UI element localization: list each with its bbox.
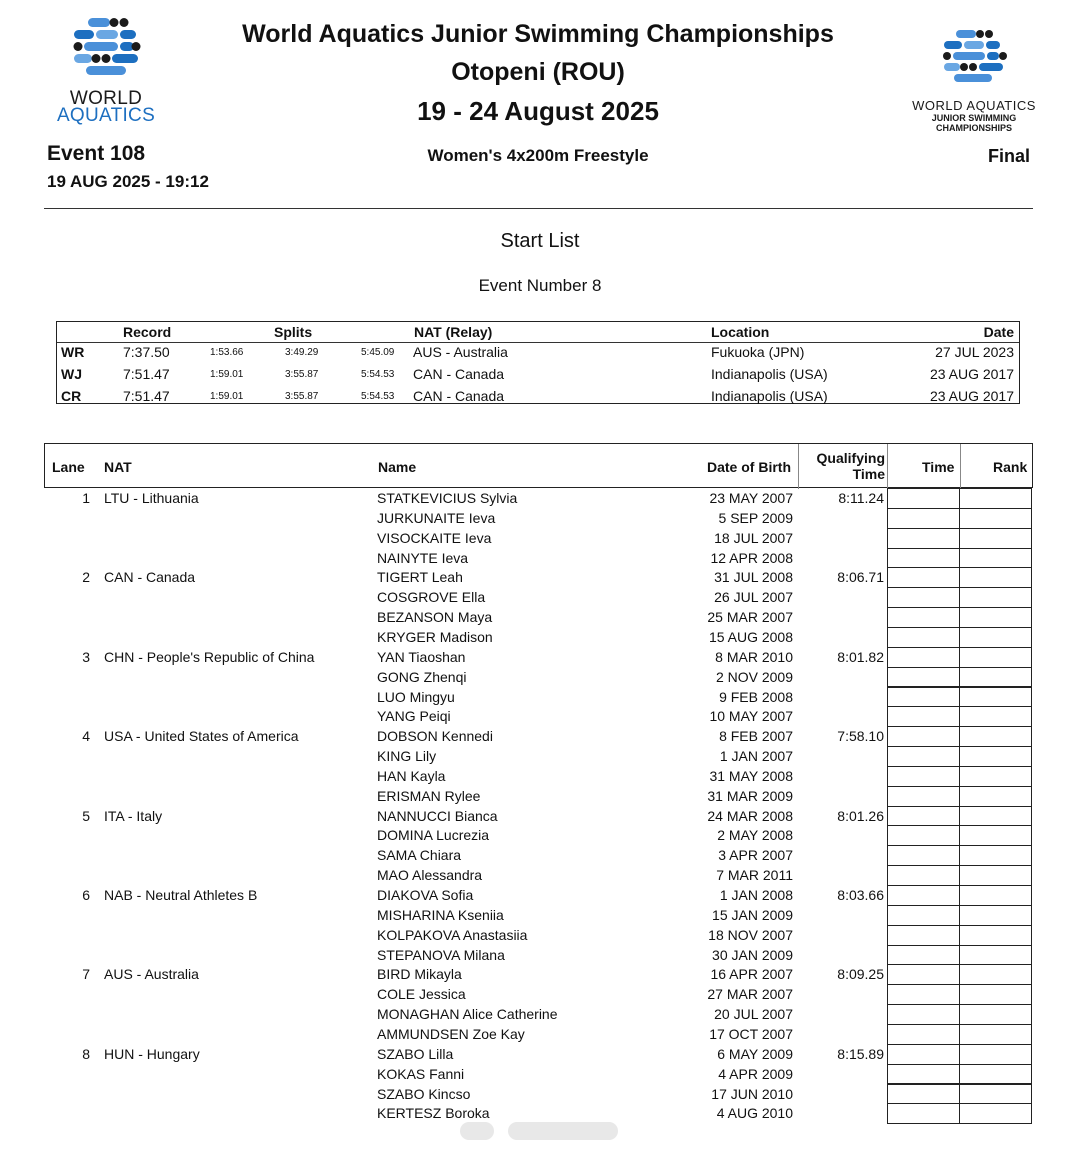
rank-box — [959, 1103, 1032, 1124]
athlete-row — [44, 550, 1033, 570]
rank-box — [959, 1084, 1032, 1105]
athlete-row — [44, 768, 1033, 788]
lane-number: 5 — [82, 807, 90, 824]
athlete-name: KRYGER Madison — [377, 628, 493, 645]
rank-box — [959, 706, 1032, 727]
time-box — [887, 806, 960, 827]
athlete-dob: 8 MAR 2010 — [715, 648, 793, 665]
header-divider-time — [960, 444, 961, 489]
rank-box — [959, 845, 1032, 866]
event-round: Final — [987, 146, 1030, 166]
records-header-nat: NAT (Relay) — [414, 324, 493, 340]
time-box — [887, 1064, 960, 1085]
athlete-row — [44, 589, 1033, 609]
time-box — [887, 1044, 960, 1065]
header-lane: Lane — [52, 459, 85, 475]
time-box — [887, 726, 960, 747]
athlete-row — [44, 887, 1033, 907]
records-header-location: Location — [711, 324, 770, 340]
athlete-dob: 1 JAN 2008 — [719, 887, 793, 903]
rank-box — [959, 528, 1032, 549]
athlete-row — [44, 986, 1033, 1006]
athlete-name: DIAKOVA Sofia — [377, 887, 474, 903]
watermark-pill — [508, 1122, 618, 1140]
lane-nat: HUN - Hungary — [104, 1045, 200, 1062]
section-title: Start List — [500, 230, 580, 252]
record-time: 7:37.50 — [123, 344, 170, 360]
athlete-dob: 17 OCT 2007 — [709, 1025, 793, 1042]
athlete-row — [44, 1006, 1033, 1026]
rank-box — [959, 825, 1032, 846]
records-table — [56, 321, 1020, 404]
athlete-name: TIGERT Leah — [377, 569, 463, 586]
lane-nat: NAB - Neutral Athletes B — [104, 887, 258, 903]
lane-number: 1 — [82, 490, 90, 506]
record-row — [57, 366, 1019, 388]
athlete-dob: 4 AUG 2010 — [716, 1105, 793, 1122]
athlete-name: KOLPAKOVA Anastasiia — [377, 926, 528, 943]
rank-box — [959, 766, 1032, 787]
rank-box — [959, 925, 1032, 946]
header-divider-qual — [887, 444, 888, 489]
time-box — [887, 865, 960, 886]
athlete-row — [44, 1066, 1033, 1086]
record-nat: AUS - Australia — [413, 344, 508, 360]
athlete-dob: 15 JAN 2009 — [712, 906, 793, 923]
rank-box — [959, 1044, 1032, 1065]
header-name: Name — [378, 459, 417, 475]
rank-box — [959, 726, 1032, 747]
time-box — [887, 706, 960, 727]
lane-number: 3 — [82, 648, 90, 665]
record-date: 23 AUG 2017 — [929, 388, 1014, 404]
athlete-name: YAN Tiaoshan — [377, 648, 466, 665]
rank-box — [959, 865, 1032, 886]
start-list-header — [44, 443, 1033, 488]
rank-box — [959, 1004, 1032, 1025]
lane-nat: CHN - People's Republic of China — [104, 648, 315, 665]
logo-word-aquatics: AQUATICS — [56, 105, 156, 126]
rank-box — [959, 885, 1032, 906]
rank-box — [959, 746, 1032, 767]
athlete-row — [44, 708, 1033, 728]
header-nat: NAT — [104, 459, 132, 475]
time-box — [887, 587, 960, 608]
header-divider — [44, 208, 1033, 209]
time-box — [887, 964, 960, 985]
athlete-row — [44, 867, 1033, 887]
athlete-dob: 15 AUG 2008 — [708, 628, 793, 645]
lane-nat: USA - United States of America — [104, 728, 299, 745]
athlete-row — [44, 808, 1033, 828]
qualifying-time: 8:11.24 — [838, 490, 884, 506]
qualifying-time: 8:01.82 — [837, 648, 884, 665]
record-time: 7:51.47 — [123, 366, 170, 382]
athlete-dob: 3 APR 2007 — [718, 847, 793, 864]
event-number: Event 108 — [47, 142, 146, 165]
athlete-name: YANG Peiqi — [377, 708, 451, 725]
rank-box — [959, 508, 1032, 529]
venue-title: Otopeni (ROU) — [451, 58, 625, 86]
athlete-name: KING Lily — [377, 748, 437, 765]
records-header-splits: Splits — [274, 324, 313, 340]
lane-number: 4 — [82, 728, 90, 745]
lane-nat: ITA - Italy — [104, 807, 163, 824]
athlete-dob: 16 APR 2007 — [710, 966, 793, 983]
record-split-2: 3:55.87 — [285, 391, 319, 402]
record-nat: CAN - Canada — [413, 366, 505, 382]
record-code: WR — [61, 344, 85, 360]
logo-line-junior-swimming: JUNIOR SWIMMING — [931, 113, 1017, 123]
junior-championships-logo — [900, 28, 1050, 138]
record-date: 23 AUG 2017 — [929, 366, 1014, 382]
athlete-row — [44, 847, 1033, 867]
lane-number: 7 — [82, 966, 90, 983]
athlete-dob: 9 FEB 2008 — [719, 688, 793, 705]
lane-nat: CAN - Canada — [104, 569, 196, 586]
athlete-dob: 18 JUL 2007 — [714, 529, 793, 546]
qualifying-time: 8:03.66 — [837, 887, 884, 903]
rank-box — [959, 488, 1032, 509]
athlete-dob: 2 NOV 2009 — [715, 668, 793, 685]
athlete-row — [44, 748, 1033, 768]
athlete-dob: 17 JUN 2010 — [711, 1085, 793, 1102]
record-date: 27 JUL 2023 — [935, 344, 1014, 360]
athlete-row — [44, 530, 1033, 550]
athlete-name: AMMUNDSEN Zoe Kay — [377, 1025, 525, 1042]
record-code: CR — [61, 388, 82, 404]
header-time: Time — [922, 459, 955, 475]
athlete-row — [44, 510, 1033, 530]
lane-nat: AUS - Australia — [104, 966, 199, 983]
athlete-dob: 1 JAN 2007 — [719, 748, 793, 765]
time-box — [887, 885, 960, 906]
time-box — [887, 1024, 960, 1045]
athlete-row — [44, 966, 1033, 986]
time-box — [887, 687, 960, 708]
dates-title: 19 - 24 August 2025 — [417, 96, 659, 126]
logo-word-world: WORLD — [69, 88, 143, 109]
records-header-record: Record — [123, 324, 172, 340]
athlete-name: MISHARINA Kseniia — [377, 906, 504, 923]
lane-number: 6 — [82, 887, 90, 903]
athlete-name: LUO Mingyu — [377, 688, 455, 705]
time-box — [887, 786, 960, 807]
time-box — [887, 925, 960, 946]
record-split-3: 5:54.53 — [361, 369, 395, 380]
athlete-dob: 12 APR 2008 — [710, 549, 793, 566]
rank-box — [959, 627, 1032, 648]
rank-box — [959, 806, 1032, 827]
time-box — [887, 607, 960, 628]
record-split-1: 1:59.01 — [210, 369, 244, 380]
header-dob: Date of Birth — [707, 459, 791, 475]
athlete-dob: 20 JUL 2007 — [714, 1006, 793, 1023]
record-location: Indianapolis (USA) — [711, 388, 828, 404]
header-qual-line2: Time — [852, 466, 885, 482]
athlete-name: BIRD Mikayla — [377, 966, 462, 983]
athlete-name: BEZANSON Maya — [377, 609, 493, 626]
record-row — [57, 344, 1019, 366]
rank-box — [959, 786, 1032, 807]
rank-box — [959, 905, 1032, 926]
athlete-name: DOMINA Lucrezia — [377, 827, 490, 844]
athlete-name: JURKUNAITE Ieva — [377, 509, 496, 526]
logo-word-world-aquatics: WORLD AQUATICS — [912, 98, 1036, 113]
athlete-name: MAO Alessandra — [377, 867, 483, 884]
lane-number: 8 — [82, 1045, 90, 1062]
athlete-name: DOBSON Kennedi — [377, 728, 493, 745]
time-box — [887, 1084, 960, 1105]
event-datetime: 19 AUG 2025 - 19:12 — [47, 172, 209, 191]
time-box — [887, 825, 960, 846]
watermark — [460, 1116, 620, 1146]
records-header-line — [57, 342, 1019, 343]
header-qual-line1: Qualifying — [816, 450, 885, 466]
athlete-name: VISOCKAITE Ieva — [377, 529, 492, 546]
logo-word-junior-championships — [900, 113, 1048, 133]
record-split-3: 5:45.09 — [361, 347, 395, 358]
athlete-dob: 23 MAY 2007 — [709, 490, 793, 506]
athlete-dob: 8 FEB 2007 — [719, 728, 793, 745]
athlete-row — [44, 1046, 1033, 1066]
rank-box — [959, 984, 1032, 1005]
header-rank: Rank — [993, 459, 1028, 475]
time-box — [887, 528, 960, 549]
athlete-dob: 5 SEP 2009 — [718, 509, 793, 526]
athlete-row — [44, 689, 1033, 709]
athlete-name: SZABO Kincso — [377, 1085, 471, 1102]
athlete-dob: 10 MAY 2007 — [709, 708, 793, 725]
athlete-row — [44, 649, 1033, 669]
qualifying-time: 7:58.10 — [837, 728, 884, 745]
rank-box — [959, 687, 1032, 708]
athlete-dob: 26 JUL 2007 — [714, 589, 793, 606]
championship-title: World Aquatics Junior Swimming Championships — [242, 20, 834, 48]
time-box — [887, 905, 960, 926]
time-box — [887, 548, 960, 569]
world-aquatics-logo — [46, 16, 170, 126]
rank-box — [959, 667, 1032, 688]
qualifying-time: 8:09.25 — [837, 966, 884, 983]
athlete-row — [44, 490, 1033, 510]
record-nat: CAN - Canada — [413, 388, 505, 404]
athlete-name: COLE Jessica — [377, 986, 466, 1003]
record-split-2: 3:55.87 — [285, 369, 319, 380]
athlete-name: MONAGHAN Alice Catherine — [377, 1006, 558, 1023]
athlete-row — [44, 669, 1033, 689]
athlete-dob: 31 JUL 2008 — [714, 569, 793, 586]
athlete-row — [44, 728, 1033, 748]
athlete-dob: 24 MAR 2008 — [707, 807, 793, 824]
athlete-row — [44, 788, 1033, 808]
time-box — [887, 1004, 960, 1025]
rank-box — [959, 567, 1032, 588]
athlete-name: SZABO Lilla — [377, 1045, 454, 1062]
athlete-row — [44, 947, 1033, 967]
record-split-1: 1:53.66 — [210, 347, 244, 358]
rank-box — [959, 964, 1032, 985]
time-box — [887, 508, 960, 529]
record-split-3: 5:54.53 — [361, 391, 395, 402]
athlete-dob: 30 JAN 2009 — [712, 946, 793, 963]
time-box — [887, 746, 960, 767]
time-box — [887, 945, 960, 966]
athlete-dob: 31 MAR 2009 — [707, 787, 793, 804]
athlete-row — [44, 1026, 1033, 1046]
qualifying-time: 8:01.26 — [837, 807, 884, 824]
time-box — [887, 488, 960, 509]
world-aquatics-logo-icon — [46, 16, 170, 86]
rank-box — [959, 1024, 1032, 1045]
record-time: 7:51.47 — [123, 388, 170, 404]
record-row — [57, 388, 1019, 410]
athlete-name: NANNUCCI Bianca — [377, 807, 498, 824]
time-box — [887, 984, 960, 1005]
athlete-dob: 18 NOV 2007 — [708, 926, 793, 943]
athlete-dob: 7 MAR 2011 — [716, 867, 793, 884]
athlete-dob: 31 MAY 2008 — [709, 767, 793, 784]
athlete-dob: 4 APR 2009 — [718, 1065, 793, 1082]
athlete-name: NAINYTE Ieva — [377, 549, 469, 566]
event-number-label: Event Number 8 — [478, 276, 602, 295]
time-box — [887, 627, 960, 648]
record-location: Indianapolis (USA) — [711, 366, 828, 382]
event-name: Women's 4x200m Freestyle — [427, 146, 649, 165]
watermark-pill — [460, 1122, 494, 1140]
time-box — [887, 647, 960, 668]
rank-box — [959, 945, 1032, 966]
athlete-name: SAMA Chiara — [377, 847, 462, 864]
rank-box — [959, 607, 1032, 628]
time-box — [887, 667, 960, 688]
record-split-1: 1:59.01 — [210, 391, 244, 402]
athlete-dob: 27 MAR 2007 — [707, 986, 793, 1003]
record-split-2: 3:49.29 — [285, 347, 319, 358]
athlete-row — [44, 569, 1033, 589]
athlete-dob: 2 MAY 2008 — [717, 827, 793, 844]
athlete-name: COSGROVE Ella — [377, 589, 486, 606]
record-location: Fukuoka (JPN) — [711, 344, 805, 360]
athlete-row — [44, 1086, 1033, 1106]
athlete-row — [44, 629, 1033, 649]
athlete-name: STATKEVICIUS Sylvia — [377, 490, 518, 506]
rank-box — [959, 1064, 1032, 1085]
athlete-name: GONG Zhenqi — [377, 668, 467, 685]
qualifying-time: 8:06.71 — [837, 569, 884, 586]
athlete-row — [44, 827, 1033, 847]
rank-box — [959, 647, 1032, 668]
athlete-dob: 25 MAR 2007 — [707, 609, 793, 626]
athlete-row — [44, 907, 1033, 927]
athlete-name: HAN Kayla — [377, 767, 446, 784]
logo-line-championships: CHAMPIONSHIPS — [935, 123, 1012, 133]
lane-number: 2 — [82, 569, 90, 586]
time-box — [887, 1103, 960, 1124]
athlete-name: ERISMAN Rylee — [377, 787, 481, 804]
header-divider-dob — [798, 444, 799, 489]
rank-box — [959, 587, 1032, 608]
athlete-name: KOKAS Fanni — [377, 1065, 465, 1082]
athlete-row — [44, 927, 1033, 947]
rank-box — [959, 548, 1032, 569]
athlete-row — [44, 609, 1033, 629]
athlete-name: STEPANOVA Milana — [377, 946, 505, 963]
junior-championships-logo-icon — [900, 28, 1048, 94]
athlete-name: KERTESZ Boroka — [377, 1105, 490, 1122]
records-header-date: Date — [983, 324, 1014, 340]
qualifying-time: 8:15.89 — [837, 1045, 884, 1062]
lane-nat: LTU - Lithuania — [104, 490, 199, 506]
time-box — [887, 567, 960, 588]
athlete-dob: 6 MAY 2009 — [717, 1045, 793, 1062]
start-list-table — [44, 443, 1033, 1123]
time-box — [887, 845, 960, 866]
record-code: WJ — [61, 366, 82, 382]
time-box — [887, 766, 960, 787]
